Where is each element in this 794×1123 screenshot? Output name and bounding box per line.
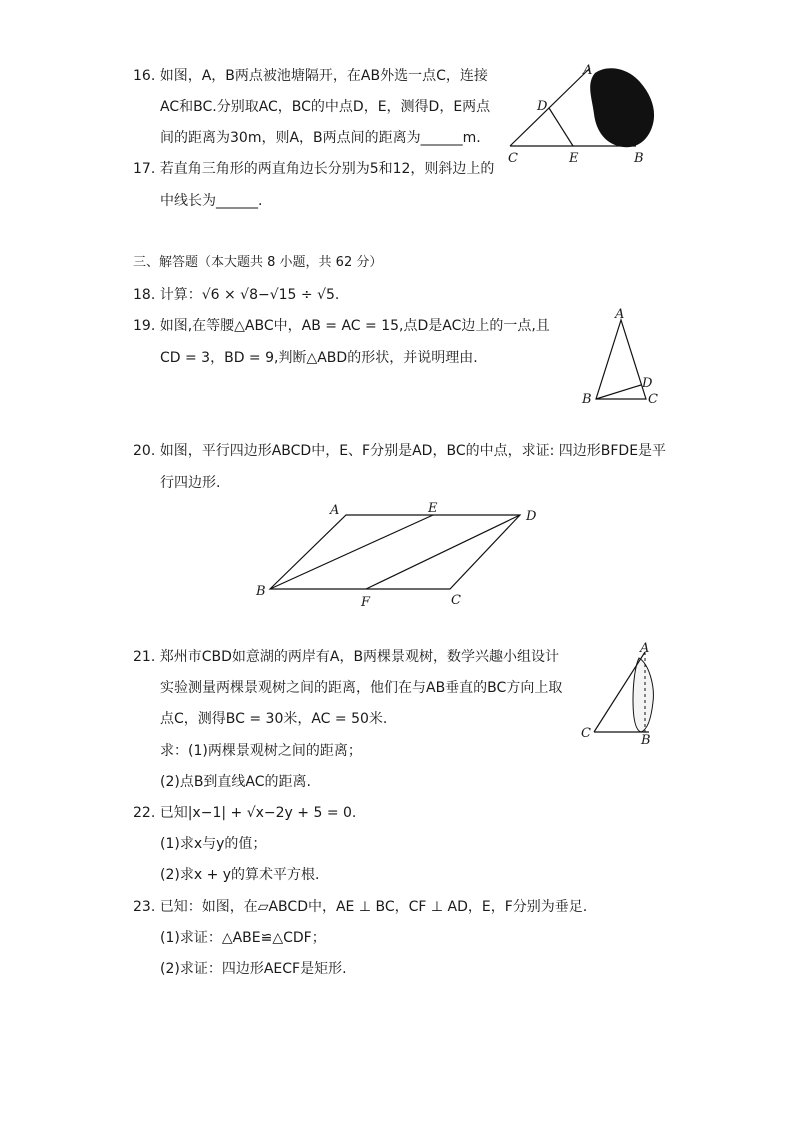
- section-3-heading: 三、解答题（本大题共 8 小题，共 62 分）: [133, 255, 383, 270]
- label-a: A: [615, 307, 625, 322]
- q18-line-1: 18. 计算：√6 × √8−√15 ÷ √5.: [133, 287, 340, 303]
- q21-line-3: 点C，测得BC = 30米，AC = 50米.: [160, 711, 388, 727]
- triangle-abc: [596, 320, 646, 399]
- label-a: A: [640, 641, 650, 656]
- lake-shape: [633, 658, 653, 732]
- q17-line-1: 17. 若直角三角形的两直角边长分别为5和12，则斜边上的: [133, 161, 495, 177]
- q21-line-4: 求：(1)两棵景观树之间的距离；: [160, 743, 362, 759]
- q16-line-1: 16. 如图，A，B两点被池塘隔开，在AB外选一点C，连接: [133, 68, 488, 84]
- q16-pond-figure: [500, 58, 670, 172]
- label-b: B: [256, 584, 266, 599]
- pond-shape: [590, 68, 654, 147]
- label-c: C: [581, 726, 591, 741]
- q22-line-2: (1)求x与y的值；: [160, 836, 267, 852]
- label-d: D: [537, 99, 548, 114]
- label-c: C: [508, 151, 518, 166]
- q20-line-1: 20. 如图，平行四边形ABCD中，E、F分别是AD，BC的中点，求证: 四边形BFDE是平: [133, 443, 667, 459]
- label-a: A: [330, 503, 340, 518]
- label-b: B: [641, 733, 651, 748]
- segment-fd: [366, 515, 520, 589]
- segment-bd: [596, 385, 641, 399]
- q21-line-1: 21. 郑州市CBD如意湖的两岸有A，B两棵景观树，数学兴趣小组设计: [133, 649, 560, 665]
- q21-line-5: (2)点B到直线AC的距离.: [160, 774, 311, 790]
- label-e: E: [569, 151, 579, 166]
- label-a: A: [583, 63, 593, 78]
- label-d: D: [526, 509, 537, 524]
- q20-line-2: 行四边形.: [160, 475, 221, 491]
- q23-line-1: 23. 已知：如图，在▱ABCD中，AE ⊥ BC，CF ⊥ AD，E，F分别为垂足.: [133, 899, 588, 915]
- q21-line-2: 实验测量两棵景观树之间的距离，他们在与AB垂直的BC方向上取: [160, 680, 563, 696]
- q17-line-2: 中线长为______.: [160, 193, 263, 209]
- label-c: C: [648, 392, 658, 407]
- q23-line-2: (1)求证：△ABE≌△CDF；: [160, 930, 326, 946]
- segment-de: [549, 108, 573, 146]
- q22-line-1: 22. 已知|x−1| + √x−2y + 5 = 0.: [133, 805, 357, 821]
- label-c: C: [451, 593, 461, 608]
- q19-triangle-figure: [578, 307, 668, 414]
- label-f: F: [361, 595, 371, 610]
- label-d: D: [642, 376, 653, 391]
- label-e: E: [428, 501, 438, 516]
- q21-lake-figure: [575, 640, 665, 754]
- q16-line-3: 间的距离为30m，则A，B两点间的距离为______m.: [160, 130, 481, 146]
- label-b: B: [634, 151, 644, 166]
- q23-line-3: (2)求证：四边形AECF是矩形.: [160, 961, 347, 977]
- q22-line-3: (2)求x + y的算术平方根.: [160, 867, 320, 883]
- segment-be: [270, 515, 433, 589]
- label-b: B: [582, 392, 592, 407]
- q19-line-2: CD = 3，BD = 9,判断△ABD的形状，并说明理由.: [160, 350, 478, 366]
- parallelogram-abcd: [270, 515, 520, 589]
- q19-line-1: 19. 如图,在等腰△ABC中，AB = AC = 15,点D是AC边上的一点,且: [133, 318, 550, 334]
- q20-parallelogram-figure: [250, 500, 550, 614]
- segment-ca: [510, 68, 590, 146]
- q16-line-2: AC和BC.分别取AC，BC的中点D，E，测得D，E两点: [160, 99, 491, 115]
